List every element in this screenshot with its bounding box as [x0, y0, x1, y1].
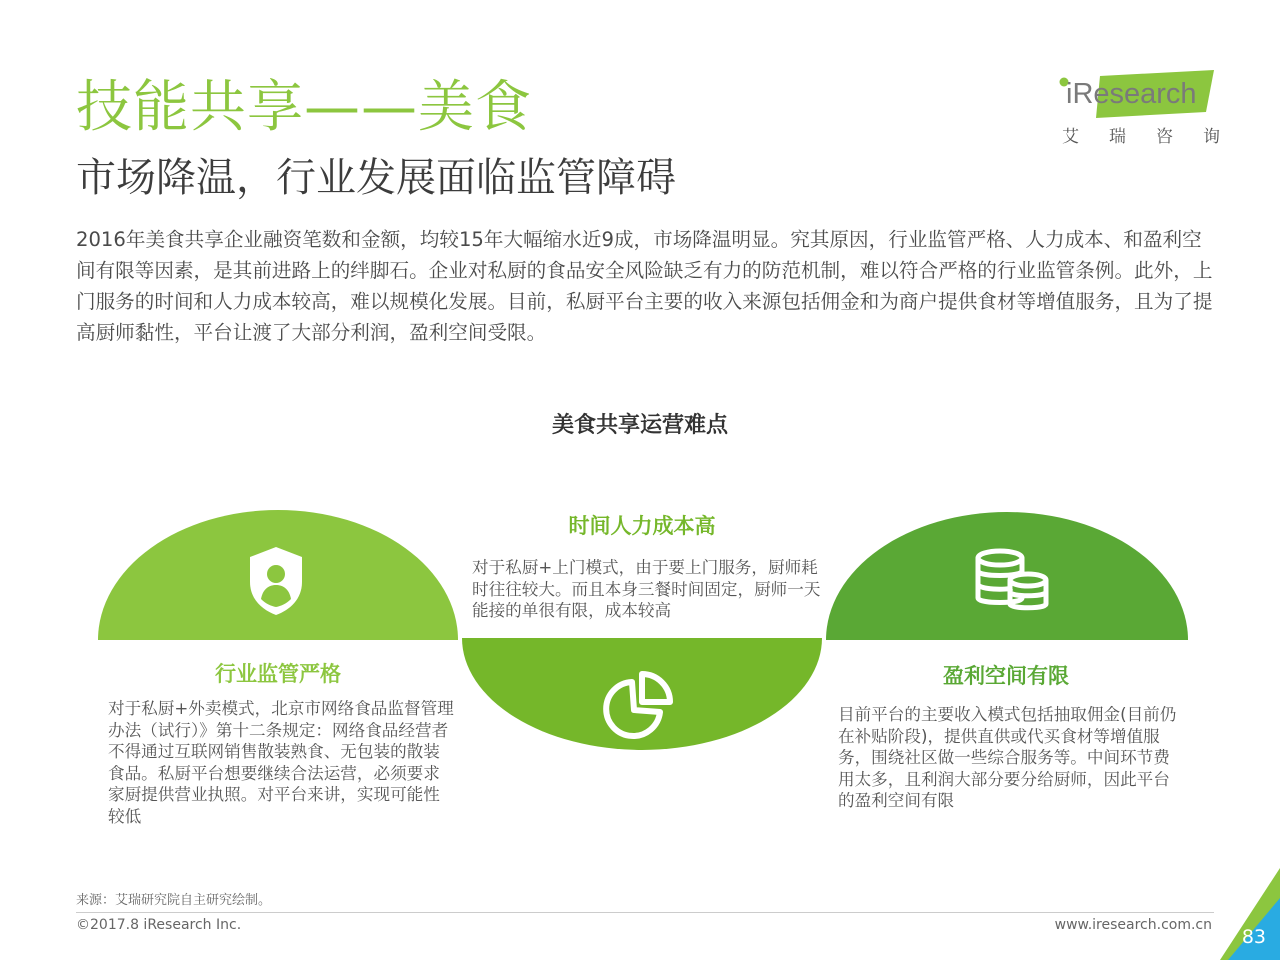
logo-char: 瑞 [1109, 127, 1126, 147]
card2-text: 对于私厨+上门模式，由于要上门服务，厨师耗时往往较大。而且本身三餐时间固定，厨师一天能接的单很有限，成本较高 [472, 558, 821, 620]
card1-text: 对于私厨+外卖模式，北京市网络食品监督管理办法（试行）》第十二条规定：网络食品经营者不得通过互联网销售散装熟食、无包装的散装食品。私厨平台想要继续合法运营，必须要求家厨提供营业执照。对平台来讲，实现可能性较低 [108, 699, 454, 826]
pie-chart-icon [598, 668, 678, 748]
logo-char: 艾 [1062, 127, 1079, 147]
page-title: 技能共享——美食 [76, 75, 532, 140]
card3-text: 目前平台的主要收入模式包括抽取佣金(目前仍在补贴阶段)，提供直供或代买食材等增值服务，围绕社区做一些综合服务等。中间环节费用太多，且利润大部分要分给厨师，因此平台的盈利空间有限 [838, 705, 1177, 810]
footer-divider [76, 912, 1214, 913]
logo-char: 咨 [1156, 127, 1173, 147]
page-subtitle: 市场降温，行业发展面临监管障碍 [76, 155, 676, 201]
diagram-title: 美食共享运营难点 [551, 413, 728, 438]
coins-stack-icon [972, 548, 1052, 612]
source-note: 来源：艾瑞研究院自主研究绘制。 [76, 893, 272, 908]
website-link[interactable]: www.iresearch.com.cn [1054, 917, 1212, 933]
intro-paragraph: 2016年美食共享企业融资笔数和金额，均较15年大幅缩水近9成，市场降温明显。究其原因，行业监管严格、人力成本、和盈利空间有限等因素，是其前进路上的绊脚石。企业对私厨的食品安全风险缺乏有力的防范机制，难以符合严格的行业监管条例。此外，上门服务的时间和人力成本较高，难以规模化发展。目前，私厨平台主要的收入来源包括佣金和为商户提供食材等增值服务，且为了提高厨师黏性，平台让渡了大部分利润，盈利空间受限。 [76, 228, 1213, 344]
shield-user-icon [244, 544, 308, 618]
card3-title: 盈利空间有限 [943, 664, 1069, 688]
card1-title: 行业监管严格 [215, 662, 341, 686]
logo-wordmark: iResearch [1066, 78, 1197, 110]
logo-char: 询 [1203, 127, 1220, 147]
copyright: ©2017.8 iResearch Inc. [76, 917, 242, 933]
page-number: 83 [1241, 926, 1266, 948]
card2-title: 时间人力成本高 [568, 514, 716, 538]
